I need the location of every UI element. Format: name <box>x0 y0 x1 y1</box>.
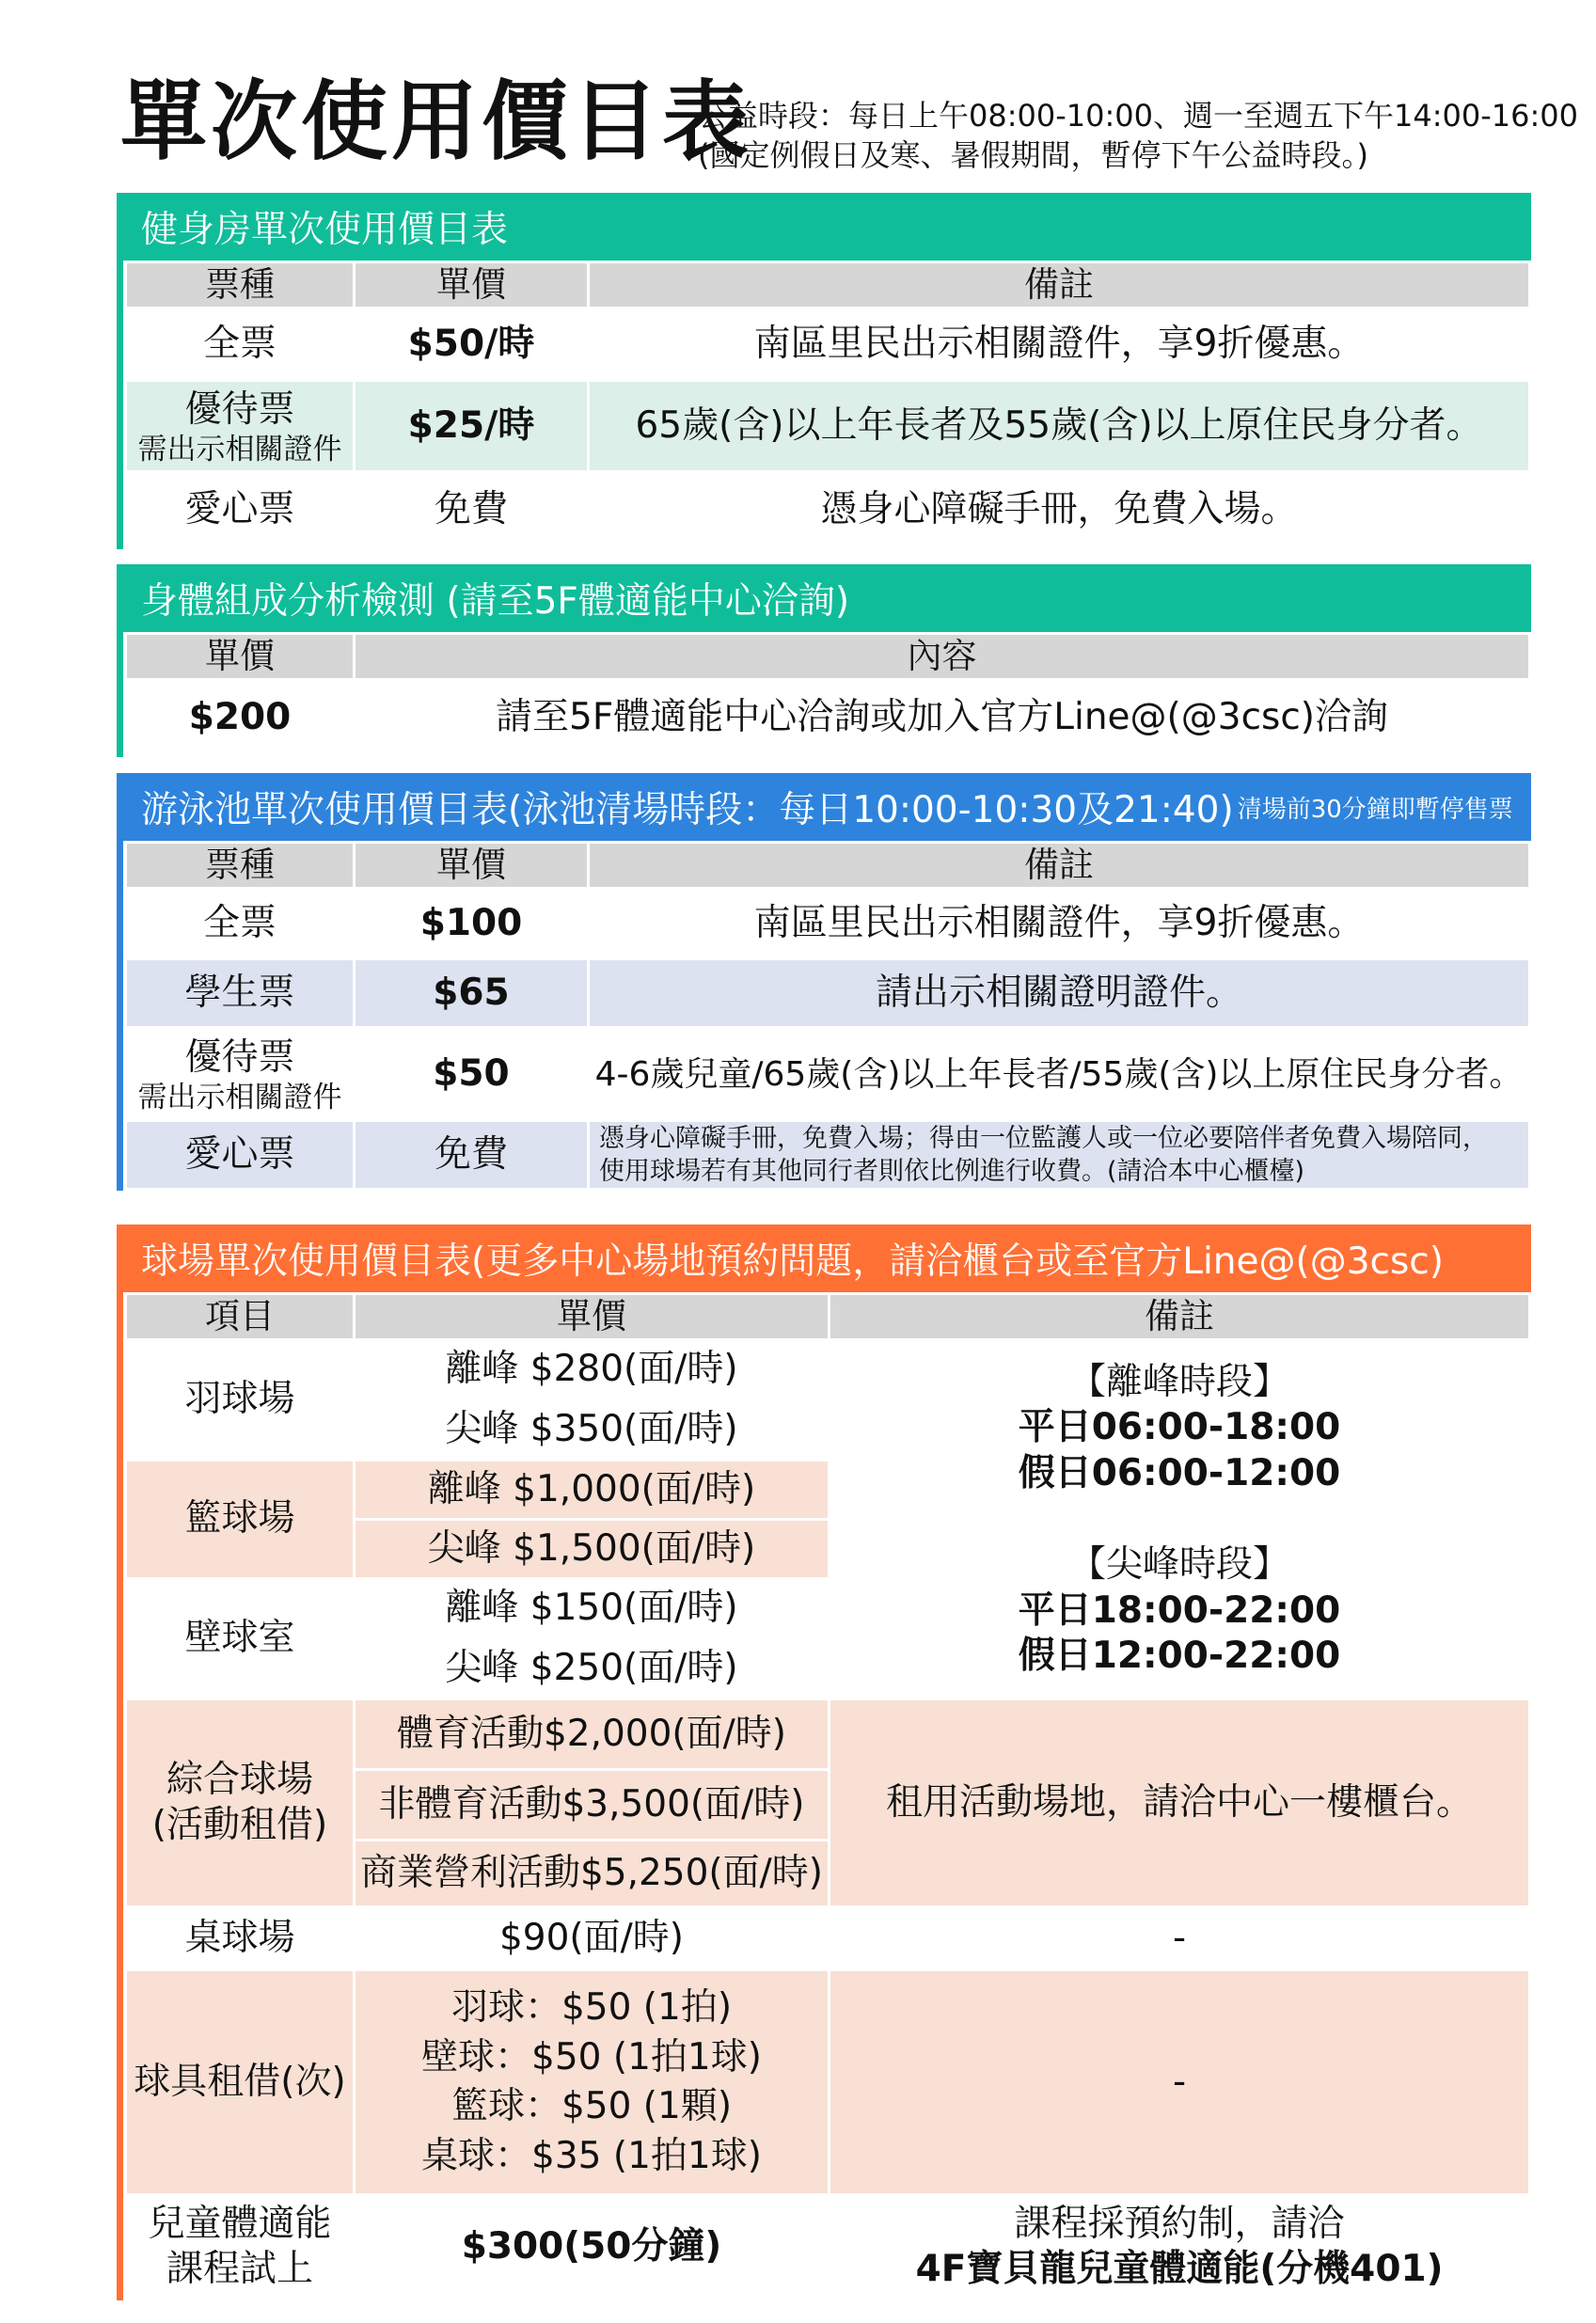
ticket-price: 免費 <box>356 473 587 546</box>
ticket-type <box>127 1029 353 1119</box>
ticket-price: $50 <box>356 1029 587 1119</box>
ticket-type-label: 優待票 <box>184 1035 295 1079</box>
table-row <box>127 473 1528 546</box>
table-row <box>127 1908 1528 1968</box>
col-item: 項目 <box>127 1295 353 1338</box>
off-peak-title: 【離峰時段】 <box>1068 1360 1289 1403</box>
body-composition-table <box>124 632 1531 757</box>
col-note: 備註 <box>830 1295 1528 1338</box>
off-peak-weekday: 平日06:00-18:00 <box>1018 1406 1341 1449</box>
court-price: 尖峰 $1,500(面/時) <box>356 1521 828 1577</box>
ticket-note: 南區里民出示相關證件，享9折優惠。 <box>590 309 1528 379</box>
public-hours-line2: (國定例假日及寒、暑假期間，暫停下午公益時段。) <box>698 137 1368 173</box>
kids-course-name <box>127 2196 353 2298</box>
ticket-type-label: 優待票 <box>184 387 295 431</box>
ticket-note-line1: 憑身心障礙手冊，免費入場；得由一位監護人或一位必要陪伴者免費入場陪同， <box>599 1124 1488 1154</box>
court-price: 非體育活動$3,500(面/時) <box>356 1771 828 1839</box>
rental-basketball: 籃球：$50 (1顆) <box>450 2085 733 2128</box>
col-ticket-type: 票種 <box>127 263 353 307</box>
kids-course-price: $300(50分鐘) <box>356 2196 828 2298</box>
courts-section <box>117 1225 1531 2300</box>
court-note: 租用活動場地，請洽中心一樓櫃台。 <box>830 1700 1528 1905</box>
pool-section-title <box>117 773 1531 841</box>
ticket-price: $100 <box>356 890 587 957</box>
court-name <box>127 1700 353 1905</box>
court-note: - <box>830 1908 1528 1968</box>
col-price: 單價 <box>356 263 587 307</box>
peak-title: 【尖峰時段】 <box>1068 1542 1289 1586</box>
court-name: 桌球場 <box>127 1908 353 1968</box>
gym-accent-bar <box>117 261 123 549</box>
court-price: 體育活動$2,000(面/時) <box>356 1700 828 1768</box>
kids-course-name-line1: 兒童體適能 <box>148 2202 332 2245</box>
body-composition-price: $200 <box>127 681 353 754</box>
off-peak-holiday: 假日06:00-12:00 <box>1018 1452 1341 1494</box>
pool-title-main: 游泳池單次使用價目表(泳池清場時段：每日10:00-10:30及21:40) <box>141 789 1234 831</box>
ticket-price: $65 <box>356 960 587 1026</box>
ticket-type: 全票 <box>127 890 353 957</box>
ticket-note: 4-6歲兒童/65歲(含)以上年長者/55歲(含)以上原住民身分者。 <box>590 1029 1528 1119</box>
rental-prices <box>356 1971 828 2193</box>
public-hours-note <box>698 96 1578 175</box>
peak-weekday: 平日18:00-22:00 <box>1018 1588 1341 1632</box>
col-ticket-type: 票種 <box>127 844 353 887</box>
gym-header-row <box>127 263 1528 307</box>
col-content: 內容 <box>356 635 1528 678</box>
table-row <box>127 681 1528 754</box>
page-title: 單次使用價目表 <box>120 71 753 172</box>
ticket-price: 免費 <box>356 1122 587 1188</box>
ticket-price: $50/時 <box>356 309 587 379</box>
pool-title-small: 清場前30分鐘即暫停售票 <box>1237 795 1513 824</box>
rental-squash: 壁球：$50 (1拍1球) <box>421 2035 762 2078</box>
col-price: 單價 <box>127 635 353 678</box>
col-price: 單價 <box>356 844 587 887</box>
court-price: 尖峰 $350(面/時) <box>356 1401 828 1459</box>
gym-section <box>117 193 1531 549</box>
court-price: $90(面/時) <box>356 1908 828 1968</box>
ticket-note: 南區里民出示相關證件，享9折優惠。 <box>590 890 1528 957</box>
ticket-type-sub: 需出示相關證件 <box>137 432 342 466</box>
body-composition-header-row <box>127 635 1528 678</box>
table-row <box>127 1700 1528 1768</box>
gym-section-title: 健身房單次使用價目表 <box>117 193 1531 261</box>
body-composition-title: 身體組成分析檢測 (請至5F體適能中心洽詢) <box>117 564 1531 632</box>
table-row <box>127 1341 1528 1399</box>
table-row <box>127 1971 1528 2193</box>
courts-accent-bar <box>117 1292 123 2300</box>
court-name: 籃球場 <box>127 1462 353 1577</box>
rental-badminton: 羽球：$50 (1拍) <box>450 1985 733 2029</box>
ticket-note-line2: 使用球場若有其他同行者則依比例進行收費。(請洽本中心櫃檯) <box>599 1157 1305 1187</box>
ticket-type: 學生票 <box>127 960 353 1026</box>
court-name: 壁球室 <box>127 1580 353 1698</box>
ticket-type <box>127 382 353 470</box>
court-price: 商業營利活動$5,250(面/時) <box>356 1841 828 1905</box>
table-row <box>127 960 1528 1026</box>
pool-accent-bar <box>117 841 123 1191</box>
court-name-line2: (活動租借) <box>151 1804 328 1847</box>
public-hours-line1: 公益時段：每日上午08:00-10:00、週一至週五下午14:00-16:00 <box>698 98 1578 134</box>
body-composition-content: 請至5F體適能中心洽詢或加入官方Line@(@3csc)洽詢 <box>356 681 1528 754</box>
court-price: 離峰 $280(面/時) <box>356 1341 828 1399</box>
table-row <box>127 2196 1528 2298</box>
kids-course-note <box>830 2196 1528 2298</box>
body-composition-section <box>117 564 1531 757</box>
court-price: 離峰 $150(面/時) <box>356 1580 828 1637</box>
kids-course-name-line2: 課程試上 <box>166 2248 313 2291</box>
rental-note: - <box>830 1971 1528 2193</box>
table-row <box>127 1029 1528 1119</box>
pool-section <box>117 773 1531 1191</box>
courts-section-title: 球場單次使用價目表(更多中心場地預約問題，請洽櫃台或至官方Line@(@3csc) <box>117 1225 1531 1292</box>
peak-hours-note <box>830 1341 1528 1698</box>
rental-table-tennis: 桌球：$35 (1拍1球) <box>421 2134 762 2177</box>
col-price: 單價 <box>356 1295 828 1338</box>
ticket-note: 憑身心障礙手冊，免費入場。 <box>590 473 1528 546</box>
col-note: 備註 <box>590 263 1528 307</box>
court-name-line1: 綜合球場 <box>166 1758 313 1801</box>
gym-price-table <box>124 261 1531 549</box>
ticket-type: 愛心票 <box>127 1122 353 1188</box>
kids-course-note-line1: 課程採預約制，請洽 <box>1014 2202 1345 2245</box>
ticket-type: 愛心票 <box>127 473 353 546</box>
pool-price-table <box>124 841 1531 1191</box>
ticket-price: $25/時 <box>356 382 587 470</box>
ticket-type: 全票 <box>127 309 353 379</box>
court-name: 羽球場 <box>127 1341 353 1459</box>
ticket-note: 請出示相關證明證件。 <box>590 960 1528 1026</box>
rental-name: 球具租借(次) <box>127 1971 353 2193</box>
ticket-note <box>590 1122 1528 1188</box>
col-note: 備註 <box>590 844 1528 887</box>
ticket-type-sub: 需出示相關證件 <box>137 1080 342 1114</box>
peak-holiday: 假日12:00-22:00 <box>1018 1635 1341 1678</box>
pool-header-row <box>127 844 1528 887</box>
court-price: 離峰 $1,000(面/時) <box>356 1462 828 1518</box>
table-row <box>127 890 1528 957</box>
table-row <box>127 309 1528 379</box>
court-price: 尖峰 $250(面/時) <box>356 1640 828 1698</box>
courts-header-row <box>127 1295 1528 1338</box>
table-row <box>127 1122 1528 1188</box>
ticket-note: 65歲(含)以上年長者及55歲(含)以上原住民身分者。 <box>590 382 1528 470</box>
table-row <box>127 382 1528 470</box>
kids-course-note-line2: 4F寶貝龍兒童體適能(分機401) <box>915 2248 1444 2291</box>
courts-price-table <box>124 1292 1531 2300</box>
body-composition-accent-bar <box>117 632 123 757</box>
